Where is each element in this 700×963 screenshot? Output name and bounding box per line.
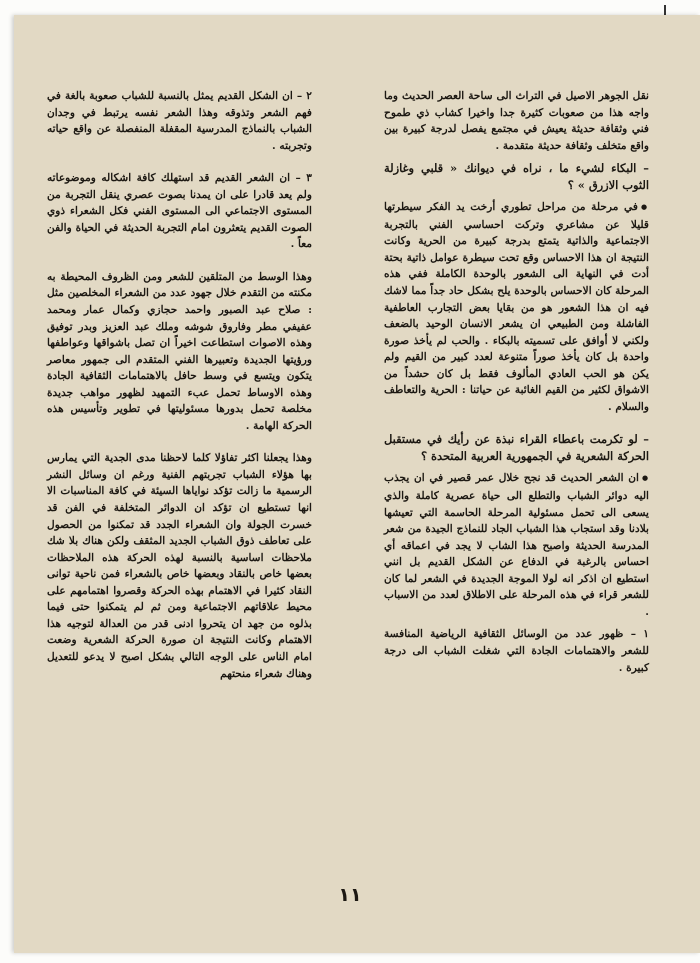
left-text-column bbox=[47, 88, 312, 688]
reason-one: ١ – ظهور عدد من الوسائل الثقافية الرياضية المنافسة للشعر والاهتمامات الجادة التي شغلت الشباب الى درجة كبيرة . bbox=[384, 628, 649, 674]
optimism-paragraph: وهذا يجعلنا اكثر تفاؤلا كلما لاحظنا مدى الجدية التي يمارس بها هؤلاء الشباب تجربتهم الفنية ورغم ان وسائل النشر الرسمية ما زالت تؤكد نواياها السيئة في كافة المناسبات الا انها تستطيع ان تؤكد ان الدوائر المتخلفة في الفن قد خسرت الجولة وان الشعراء الجدد قد تمكنوا من الحصول على تعاطف ذوق الشباب الجديد المثقف ولكن هناك بلا شك ملاحظات اساسية بالنسبة لهذه الحركة هذه الملاحظات بعضها خاص بالنقاد وبعضها خاص بالشعراء فمن ناحية توانى النقاد كثيرا في الاهتمام بهذه الحركة وقصروا اهتمامهم على محيط علاقاتهم الاجتماعية ومن ثم لم يتمكنوا حتى فيما بذلوه من جهد ان يتحروا ادنى قدر من العدالة لتوجيه هذا الاهتمام وكانت النتيجة ان صورة الحركة الشعرية وضعت امام الناس على الوجه التالي بشكل اصبح لا يدعو للتعديل وهناك شعراء منحتهم bbox=[47, 452, 312, 680]
question-weeping: – البكاء لشيء ما ، نراه في ديوانك « قلبي وغازلة الثوب الازرق » ؟ bbox=[384, 161, 649, 192]
poets-paragraph: وهذا الوسط من المتلقين للشعر ومن الظروف المحيطة به مكنته من التقدم خلال جهود عدد من الشعراء المخلصين مثل : صلاح عبد الصبور واحمد حجازي وكمال عمار ومحمد عفيفي مطر وفاروق شوشه وملك عبد العزيز وبدر توفيق وهذه الاصوات استطاعت اخيراً ان تصل باشواقها وعواطفها ورؤيتها الجديدة وتعبيرها الفني المتقدم الى جمهور معاصر يتكون ويتسع في وسط حافل بالاهتمامات الثقافية الجادة وهذه الاوساط تحمل عبء التمهيد لظهور مواهب جديدة مخلصة تحمل بدورها مسئوليتها في تطوير وتأسيس هذه الحركة الهامة . bbox=[47, 270, 312, 432]
intro-paragraph: نقل الجوهر الاصيل في التراث الى ساحة العصر الحديث وما واجه هذا من صعوبات كثيرة جدا واخيرا كشاب ذي طموح فني وثقافة حديثة يعيش في مجتمع يفصل لدرجة كبيرة بين واقع متخلف وثقافة حديثة متقدمة . bbox=[384, 90, 649, 152]
right-text-column bbox=[384, 88, 649, 682]
answer-future-poetry-text: ان الشعر الحديث قد نجح خلال عمر قصير في ان يجذب اليه دوائر الشباب والتطلع الى حياة عصرية كاملة والذي يسعى الى تحمل مسئولية المرحلة الحاسمة التي تعيشها بلادنا وقد استجاب هذا الشباب الجاد للنماذج الجيدة من شعر المدرسة الحديثة واصبح هذا الشاب لا يجد في اعماقه أي احساس بالرغبة في الدفاع عن الشكل القديم بل انني استطيع ان اذكر انه لولا الموجة الجديدة في الشعر لما كان للشعر قراء في هذه المرحلة على الاطلاق لعدد من الاسباب . bbox=[384, 472, 649, 618]
answer-weeping bbox=[384, 199, 649, 415]
page-number: ١١ bbox=[338, 884, 362, 906]
bullet-icon bbox=[639, 471, 649, 483]
answer-weeping-text: في مرحلة من مراحل تطوري أرخت يد الفكر سيطرتها قليلا عن مشاعري وتركت احساسي الفني بالتجربة الاجتماعية والذاتية يتمتع بدرجة كبيرة من الحرية وكانت النتيجة ان هذا الاحساس وقع تحت سيطرة عوامل ذاتية بحتة أدت في النهاية الى الشعور بالوحدة الكاملة ففي هذه المرحلة كان الاحساس بالوحدة يلح بشكل حاد جداً مما لاشك فيه ان هذا الشعور هو من بقايا بعض التجارب العاطفية الفاشلة ومن الطبيعي ان يشعر الانسان الوحيد بالضعف ولكني لا أوافق على تسميته بالبكاء . والحب لم يأخذ صورة واحدة بل كان يأخذ صوراً متنوعة لعدد كبير من القيم ولم يكن هو الحب العادي المألوف فقط بل كان حشداً من الاشواق لكثير من القيم الغائبة عن حياتنا : الحرية والتعاطف والسلام . bbox=[384, 201, 649, 413]
answer-future-poetry bbox=[384, 470, 649, 620]
reason-two: ٢ – ان الشكل القديم يمثل بالنسبة للشباب صعوبة بالغة في فهم الشعر وتذوقه وهذا الشعر نفسه يرتبط في وجدان الشباب بالنماذج المدرسية المقفلة المنفصلة عن واقع حياته وتجربته . bbox=[47, 90, 312, 152]
bullet-icon bbox=[638, 200, 649, 212]
reason-three: ٣ – ان الشعر القديم قد استهلك كافة اشكاله وموضوعاته ولم يعد قادرا على ان يمدنا بصوت عصري ينقل التجربة من المستوى الاجتماعي الى المستوى الفني فكل الشعراء ذوي الصوت القديم يتعثرون امام التجربة الحديثة في الحياة والفن معاً . bbox=[47, 172, 312, 251]
edge-mark bbox=[664, 5, 666, 15]
question-future-poetry: – لو تكرمت باعطاء القراء نبذة عن رأيك في مستقبل الحركة الشعرية في الجمهورية العربية المتحدة ؟ bbox=[384, 432, 649, 463]
